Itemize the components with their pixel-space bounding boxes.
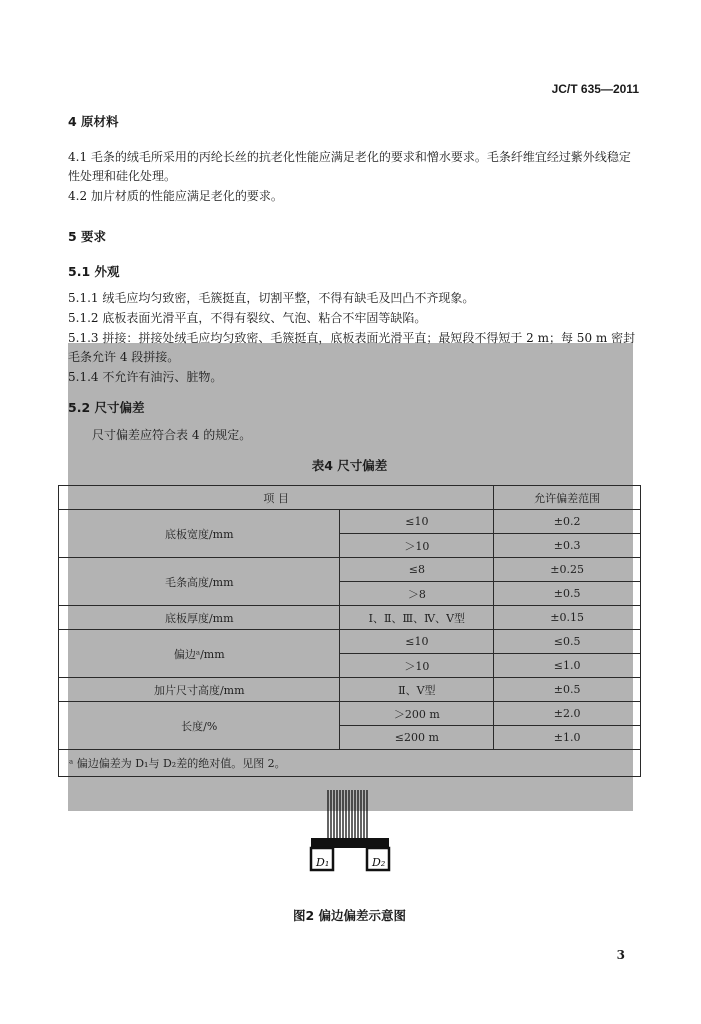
section-4-2: 4.2 加片材质的性能应满足老化的要求。 — [68, 189, 283, 203]
row-condition: Ⅱ、Ⅴ型 — [340, 678, 494, 702]
section-5-title: 5 要求 — [68, 229, 107, 244]
pile-base — [311, 838, 389, 848]
figure-caption: 图2 偏边偏差示意图 — [292, 908, 407, 923]
label-d1: D₁ — [316, 856, 330, 869]
row-condition: Ⅰ、Ⅱ、Ⅲ、Ⅳ、Ⅴ型 — [340, 606, 494, 630]
row-item: 加片尺寸高度/mm — [59, 678, 340, 702]
table-footnote: ᵃ 偏边偏差为 D₁与 D₂差的绝对值。见图 2。 — [59, 750, 641, 777]
table-row — [59, 510, 641, 534]
row-tolerance: ±0.2 — [494, 510, 641, 534]
section-4-1: 4.1 毛条的绒毛所采用的丙纶长丝的抗老化性能应满足老化的要求和憎水要求。毛条纤维宜经过紫外线稳定性处理和硅化处理。 — [68, 150, 631, 183]
row-condition: ＞10 — [340, 534, 494, 558]
edge-offset-diagram — [295, 786, 405, 878]
row-condition: ＞10 — [340, 654, 494, 678]
row-condition: ＞200 m — [340, 702, 494, 726]
label-d2: D₂ — [372, 856, 386, 869]
header-item: 项 目 — [59, 486, 494, 510]
table-header-row — [59, 486, 641, 510]
table-row — [59, 630, 641, 654]
row-condition: ≤10 — [340, 630, 494, 654]
table-row — [59, 678, 641, 702]
row-condition: ≤8 — [340, 558, 494, 582]
row-tolerance: ±1.0 — [494, 726, 641, 750]
row-tolerance: ±0.5 — [494, 582, 641, 606]
section-5-2-title: 5.2 尺寸偏差 — [68, 400, 145, 415]
row-condition: ＞8 — [340, 582, 494, 606]
section-5-2-body: 尺寸偏差应符合表 4 的规定。 — [92, 428, 252, 442]
row-condition: ≤10 — [340, 510, 494, 534]
section-5-1-title: 5.1 外观 — [68, 264, 120, 279]
table-footnote-row — [59, 750, 641, 777]
section-5-1-2: 5.1.2 底板表面光滑平直，不得有裂纹、气泡、粘合不牢固等缺陷。 — [68, 311, 427, 325]
row-tolerance: ±2.0 — [494, 702, 641, 726]
row-tolerance: ≤0.5 — [494, 630, 641, 654]
page-number: 3 — [616, 948, 625, 962]
row-item: 底板厚度/mm — [59, 606, 340, 630]
section-5-1-1: 5.1.1 绒毛应均匀致密，毛簇挺直，切割平整，不得有缺毛及凹凸不齐现象。 — [68, 291, 475, 305]
table-row — [59, 606, 641, 630]
table-row — [59, 702, 641, 726]
section-4-title: 4 原材料 — [68, 114, 119, 129]
row-tolerance: ±0.3 — [494, 534, 641, 558]
section-5-1-3: 5.1.3 拼接：拼接处绒毛应均匀致密、毛簇挺直，底板表面光滑平直；最短段不得短于 2 m；每 50 m 密封毛条允许 4 段拼接。 — [68, 331, 636, 364]
row-item: 底板宽度/mm — [59, 510, 340, 558]
row-tolerance: ±0.5 — [494, 678, 641, 702]
header-range: 允许偏差范围 — [494, 486, 641, 510]
pile-fibers — [328, 790, 367, 838]
row-item: 毛条高度/mm — [59, 558, 340, 606]
table-caption: 表4 尺寸偏差 — [311, 458, 388, 473]
row-item: 偏边ᵃ/mm — [59, 630, 340, 678]
row-tolerance: ±0.15 — [494, 606, 641, 630]
table-row — [59, 558, 641, 582]
section-5-1-4: 5.1.4 不允许有油污、脏物。 — [68, 370, 223, 384]
row-tolerance: ±0.25 — [494, 558, 641, 582]
tolerance-table — [58, 485, 641, 777]
row-item: 长度/% — [59, 702, 340, 750]
row-tolerance: ≤1.0 — [494, 654, 641, 678]
standard-number: JC/T 635—2011 — [551, 82, 639, 96]
row-condition: ≤200 m — [340, 726, 494, 750]
